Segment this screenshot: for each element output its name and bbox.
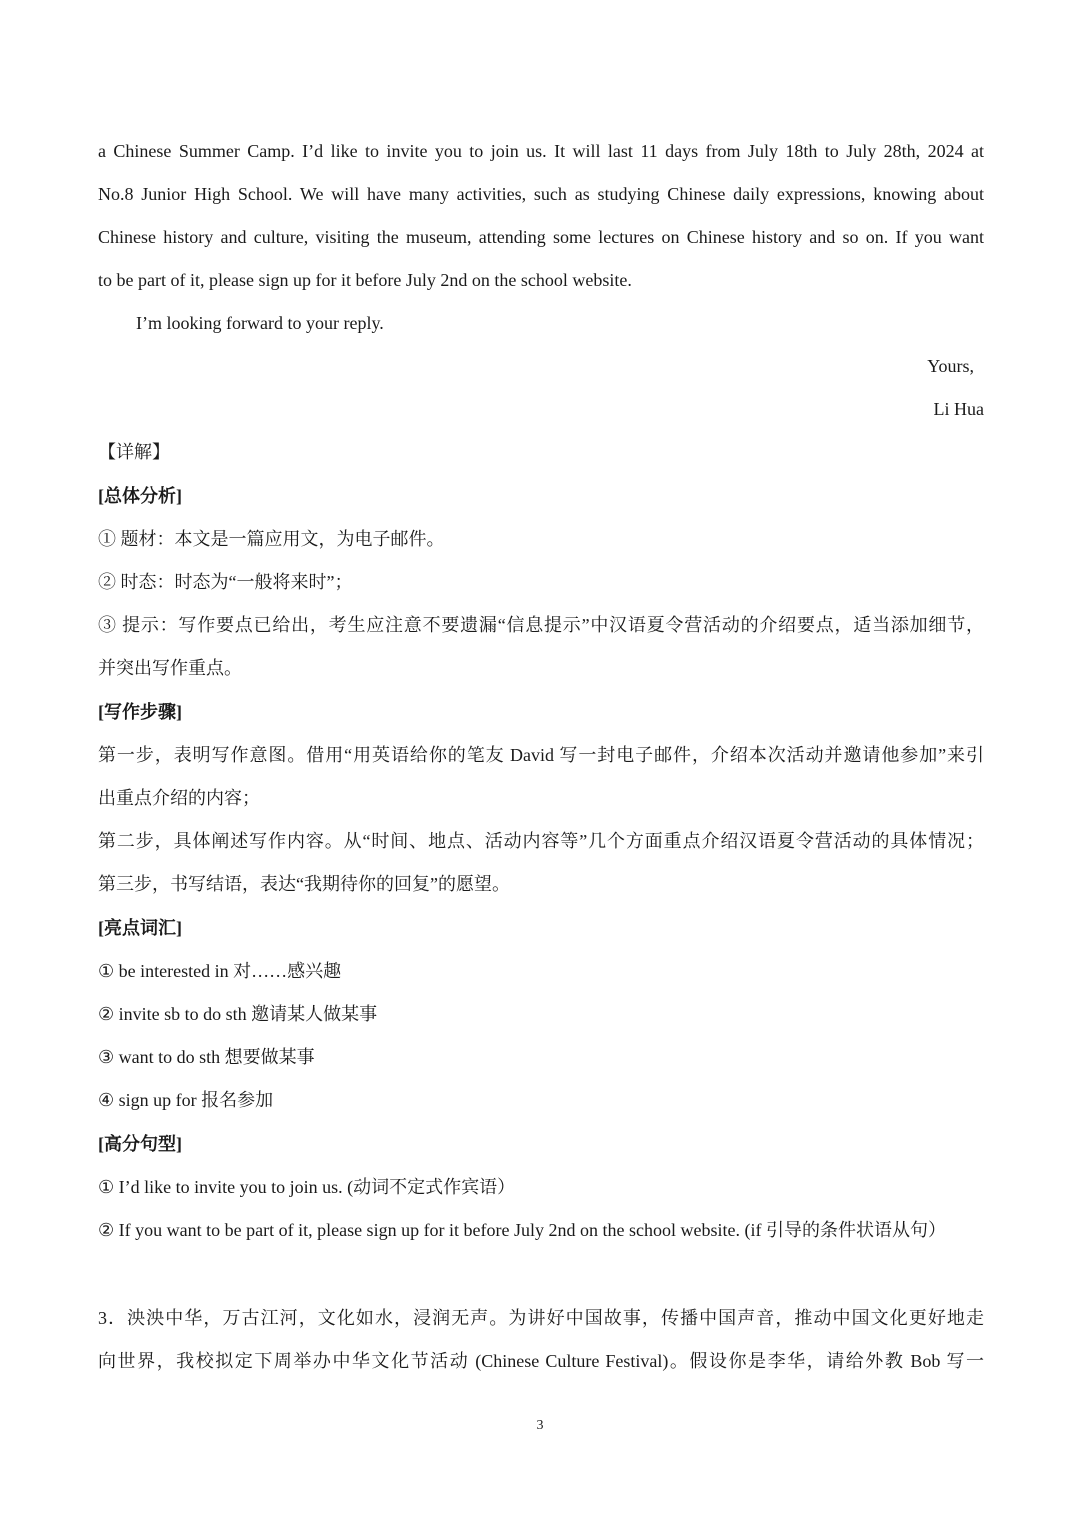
letter-line-2: No.8 Junior High School. We will have many activities, such as studying Chinese daily expressions, knowing about xyxy=(98,184,984,204)
steps-line-2: 出重点介绍的内容； xyxy=(98,788,260,808)
letter-signature: Li Hua xyxy=(933,399,984,419)
letter-sign-off: Yours, xyxy=(927,356,974,376)
overall-item-1: ① 题材：本文是一篇应用文，为电子邮件。 xyxy=(98,529,445,549)
vocab-item-3: ③ want to do sth 想要做某事 xyxy=(98,1047,315,1067)
sentence-item-1: ① I’d like to invite you to join us. (动词不定式作宾语） xyxy=(98,1177,516,1197)
vocab-item-4: ④ sign up for 报名参加 xyxy=(98,1090,274,1110)
detail-title: 【详解】 xyxy=(98,442,170,462)
overall-item-2: ② 时态：时态为“一般将来时”； xyxy=(98,572,353,592)
letter-line-1: a Chinese Summer Camp. I’d like to invite you to join us. It will last 11 days from July 18th to July 28th, 2024 at xyxy=(98,141,984,161)
sentence-item-2: ② If you want to be part of it, please sign up for it before July 2nd on the school website. (if 引导的条件状语从句） xyxy=(98,1220,946,1240)
question3-line-1: 3．泱泱中华，万古江河，文化如水，浸润无声。为讲好中国故事，传播中国声音，推动中国文化更好地走 xyxy=(98,1308,984,1328)
overall-item-3-cont: 并突出写作重点。 xyxy=(98,658,242,678)
sentences-heading: [高分句型] xyxy=(98,1134,182,1154)
vocab-item-1: ① be interested in 对……感兴趣 xyxy=(98,961,342,981)
question3-line-2: 向世界，我校拟定下周举办中华文化节活动 (Chinese Culture Festival)。假设你是李华，请给外教 Bob 写一 xyxy=(98,1351,984,1371)
overall-heading: [总体分析] xyxy=(98,486,182,506)
page-number: 3 xyxy=(536,1418,544,1433)
steps-line-3: 第二步，具体阐述写作内容。从“时间、地点、活动内容等”几个方面重点介绍汉语夏令营活动的具体情况； xyxy=(98,831,984,851)
vocab-item-2: ② invite sb to do sth 邀请某人做某事 xyxy=(98,1004,378,1024)
letter-line-4: to be part of it, please sign up for it before July 2nd on the school website. xyxy=(98,270,632,290)
steps-line-1: 第一步，表明写作意图。借用“用英语给你的笔友 David 写一封电子邮件，介绍本次活动并邀请他参加”来引 xyxy=(98,745,984,765)
steps-line-4: 第三步，书写结语，表达“我期待你的回复”的愿望。 xyxy=(98,874,510,894)
vocab-heading: [亮点词汇] xyxy=(98,918,182,938)
letter-closing-line: I’m looking forward to your reply. xyxy=(136,313,384,333)
steps-heading: [写作步骤] xyxy=(98,702,182,722)
overall-item-3: ③ 提示：写作要点已给出，考生应注意不要遗漏“信息提示”中汉语夏令营活动的介绍要点，适当添加细节， xyxy=(98,615,984,635)
letter-line-3: Chinese history and culture, visiting the museum, attending some lectures on Chinese history and so on. If you want xyxy=(98,227,984,247)
